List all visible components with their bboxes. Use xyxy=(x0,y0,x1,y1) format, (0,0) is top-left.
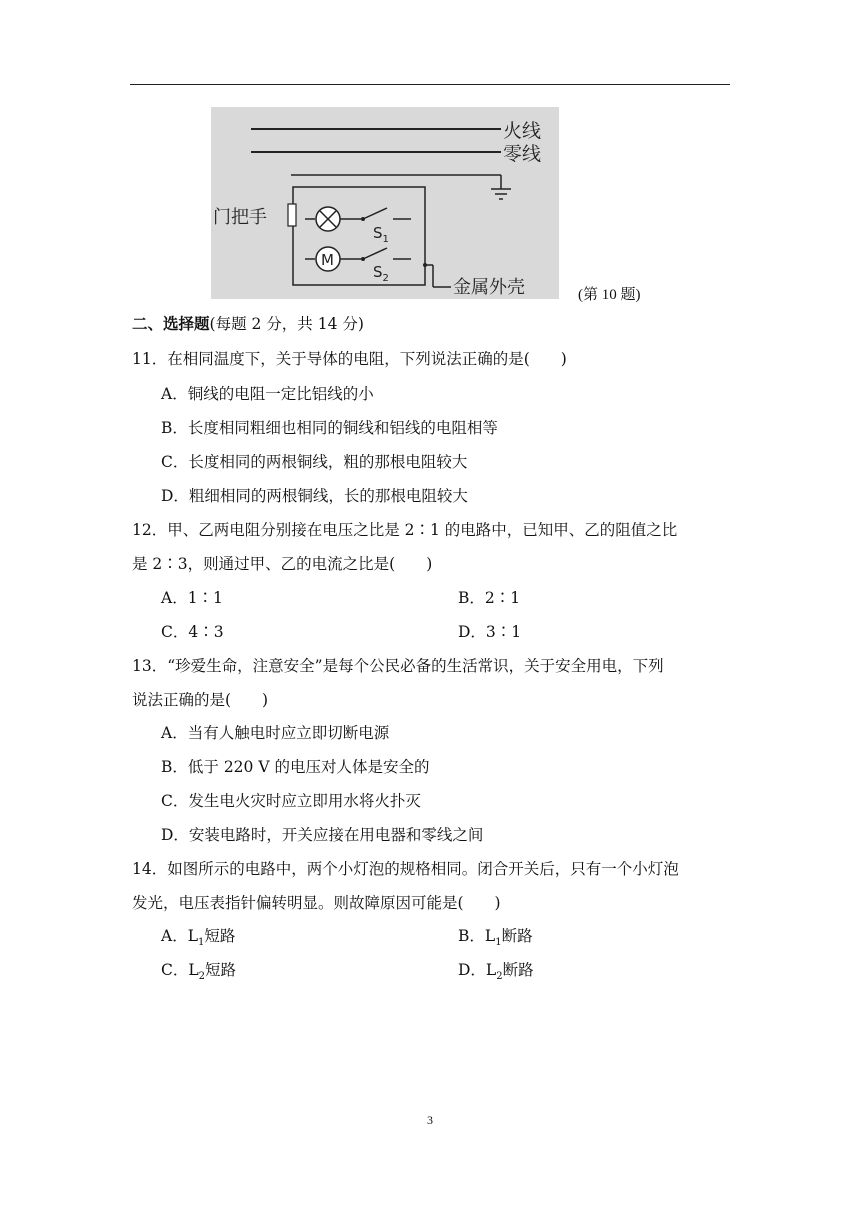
section-heading xyxy=(132,312,364,334)
door-handle-label: 门把手 xyxy=(213,207,267,228)
motor-label: M xyxy=(321,251,334,269)
header-rule xyxy=(130,84,730,85)
question-12-stem-line1: 12．甲、乙两电阻分别接在电压之比是 2∶1 的电路中，已知甲、乙的阻值之比 xyxy=(132,521,678,539)
question-11-option-c: C．长度相同的两根铜线，粗的那根电阻较大 xyxy=(161,453,468,471)
question-13-option-c: C．发生电火灾时应立即用水将火扑灭 xyxy=(161,792,421,810)
question-11-stem: 11．在相同温度下，关于导体的电阻，下列说法正确的是( ) xyxy=(132,350,567,368)
switch-s2-subscript: 2 xyxy=(382,273,389,284)
question-12-option-c: C．4∶3 xyxy=(161,623,224,641)
figure-caption: (第 10 题) xyxy=(578,287,641,303)
question-12-option-d: D．3∶1 xyxy=(458,623,522,641)
neutral-wire-label: 零线 xyxy=(503,143,542,165)
switch-s2-icon xyxy=(361,248,411,261)
door-handle-icon xyxy=(288,204,296,226)
circuit-figure xyxy=(211,107,559,299)
section-title: 二、选择题 xyxy=(132,315,210,333)
question-13-option-d: D．安装电路时，开关应接在用电器和零线之间 xyxy=(161,826,484,844)
question-11-option-a: A．铜线的电阻一定比铝线的小 xyxy=(161,385,374,403)
question-13-option-b: B．低于 220 V 的电压对人体是安全的 xyxy=(161,758,430,776)
switch-s1-label: S xyxy=(373,224,383,242)
question-14-stem-line2: 发光，电压表指针偏转明显。则故障原因可能是( ) xyxy=(132,894,501,912)
switch-s1-icon xyxy=(361,208,411,221)
page-number: 3 xyxy=(427,1113,433,1127)
question-13-option-a: A．当有人触电时应立即切断电源 xyxy=(161,724,390,742)
ground-icon xyxy=(491,189,511,199)
svg-text:S2 xyxy=(373,263,389,284)
live-wire-label: 火线 xyxy=(503,120,542,142)
question-13-stem-line1: 13．“珍爱生命，注意安全”是每个公民必备的生活常识，关于安全用电，下列 xyxy=(132,657,664,675)
switch-s1-subscript: 1 xyxy=(382,234,389,245)
question-13-stem-line2: 说法正确的是( ) xyxy=(132,691,269,709)
switch-s2-label: S xyxy=(373,263,383,281)
section-note: (每题 2 分，共 14 分) xyxy=(209,315,364,333)
circuit-diagram xyxy=(211,107,559,299)
lamp-icon xyxy=(316,207,340,231)
metal-case-label: 金属外壳 xyxy=(453,277,525,298)
question-12-option-a: A．1∶1 xyxy=(161,589,223,607)
question-14-option-c: C．$L_2$短路 xyxy=(161,961,237,983)
appliance-box xyxy=(293,187,425,285)
question-12-stem-line2: 是 2∶3，则通过甲、乙的电流之比是( ) xyxy=(132,555,433,573)
svg-text:S1 xyxy=(373,224,389,245)
question-14-option-a: A．$L_1$短路 xyxy=(161,927,236,949)
question-14-option-b: B．$L_1$断路 xyxy=(458,927,533,949)
question-14-option-d: D．$L_2$断路 xyxy=(458,961,534,983)
question-11-option-b: B．长度相同粗细也相同的铜线和铝线的电阻相等 xyxy=(161,419,498,437)
question-12-option-b: B．2∶1 xyxy=(458,589,521,607)
question-14-stem-line1: 14．如图所示的电路中，两个小灯泡的规格相同。闭合开关后，只有一个小灯泡 xyxy=(132,860,679,878)
question-11-option-d: D．粗细相同的两根铜线，长的那根电阻较大 xyxy=(161,487,468,505)
